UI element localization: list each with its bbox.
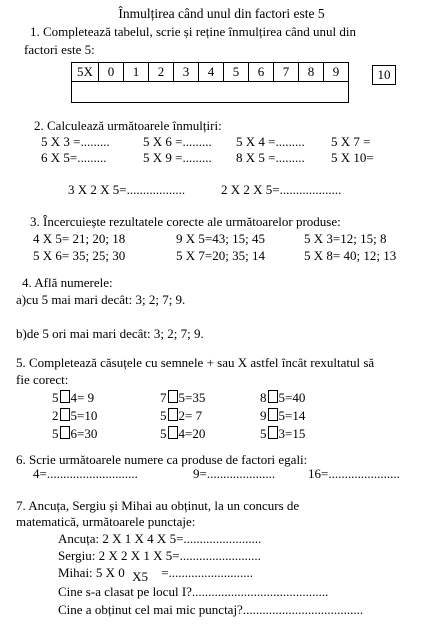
table-answer-cell[interactable] xyxy=(199,82,224,103)
table-answer-cell[interactable] xyxy=(124,82,149,103)
table-answer-cell[interactable] xyxy=(274,82,299,103)
exercise-item: 5 X 8= 40; 12; 13 xyxy=(304,248,397,263)
sign-equation: 5 3=15 xyxy=(260,426,306,441)
sign-equation: 5 2= 7 xyxy=(160,408,203,423)
table-header-cell: 1 xyxy=(124,63,149,82)
sign-equation: 5 4= 9 xyxy=(52,390,95,405)
table-answer-cell[interactable] xyxy=(72,82,99,103)
exercise-item: 2 X 2 X 5=................... xyxy=(221,182,342,197)
table-header-cell: 8 xyxy=(299,63,324,82)
sign-box[interactable] xyxy=(268,426,278,439)
sign-box[interactable] xyxy=(168,390,178,403)
sign-box[interactable] xyxy=(60,426,70,439)
ex7-sergiu: Sergiu: 2 X 2 X 1 X 5=......................... xyxy=(58,548,261,563)
table-header-cell: 6 xyxy=(249,63,274,82)
ex3-row xyxy=(0,248,443,263)
table-header-row xyxy=(72,63,349,82)
ex6-row xyxy=(0,466,443,481)
sign-box[interactable] xyxy=(268,390,278,403)
multiplication-table xyxy=(71,62,349,103)
sign-equation: 9 5=14 xyxy=(260,408,306,423)
ex2-row xyxy=(0,134,443,149)
ex7-question-1: Cine s-a clasat pe locul I?.......................................... xyxy=(58,584,329,599)
exercise-item: 4=............................ xyxy=(33,466,138,481)
sign-equation: 5 4=20 xyxy=(160,426,206,441)
exercise-item: 8 X 5 =......... xyxy=(236,150,305,165)
exercise-item: 9 X 5=43; 15; 45 xyxy=(176,231,265,246)
sign-equation: 2 5=10 xyxy=(52,408,98,423)
exercise-item: 4 X 5= 21; 20; 18 xyxy=(33,231,126,246)
table-answer-cell[interactable] xyxy=(149,82,174,103)
table-header-cell: 7 xyxy=(274,63,299,82)
table-header-cell: 5 xyxy=(224,63,249,82)
exercise-item: 5 X 9 =......... xyxy=(143,150,212,165)
exercise-item: 16=...................... xyxy=(308,466,400,481)
exercise-item: 3 X 2 X 5=.................. xyxy=(68,182,186,197)
table-header-cell: 2 xyxy=(149,63,174,82)
exercise-item: 5 X 7=20; 35; 14 xyxy=(176,248,265,263)
sign-equation: 5 6=30 xyxy=(52,426,98,441)
table-header-cell: 5X xyxy=(72,63,99,82)
table-answer-cell[interactable] xyxy=(174,82,199,103)
exercise-item: 6 X 5=......... xyxy=(41,150,107,165)
table-answer-cell[interactable] xyxy=(299,82,324,103)
ex3-row xyxy=(0,231,443,246)
table-answer-cell[interactable] xyxy=(224,82,249,103)
ex7-ancuta: Ancuța: 2 X 1 X 4 X 5=........................ xyxy=(58,531,262,546)
ex7-question-2: Cine a obținut cel mai mic punctaj?..................................... xyxy=(58,602,364,617)
ex2-row xyxy=(0,150,443,165)
ex2-heading: 2. Calculează următoarele înmulțiri: xyxy=(34,118,222,133)
sign-box[interactable] xyxy=(60,408,70,421)
exercise-item: 5 X 6= 35; 25; 30 xyxy=(33,248,126,263)
exercise-item: 5 X 3=12; 15; 8 xyxy=(304,231,387,246)
exercise-item: 5 X 3 =......... xyxy=(41,134,110,149)
table-answer-cell[interactable] xyxy=(324,82,349,103)
ex3-heading: 3. Încercuiește rezultatele corecte ale următoarelor produse: xyxy=(30,214,341,229)
table-header-cell: 0 xyxy=(99,63,124,82)
exercise-item: 5 X 4 =......... xyxy=(236,134,305,149)
sign-box[interactable] xyxy=(268,408,278,421)
ex1-instruction-line1: 1. Completează tabelul, scrie și reține înmulțirea când unul din xyxy=(30,24,356,39)
ex5-instruction-line1: 5. Completează căsuțele cu semnele + sau X astfel încât rexultatul să xyxy=(16,355,375,370)
ex4-part-b: b)de 5 ori mai mari decât: 3; 2; 7; 9. xyxy=(16,326,204,341)
ex6-heading: 6. Scrie următoarele numere ca produse de factori egali: xyxy=(16,452,308,467)
table-answer-cell[interactable] xyxy=(99,82,124,103)
table-extra-cell-10: 10 xyxy=(372,65,396,85)
ex2-row-extra xyxy=(0,182,443,197)
sign-box[interactable] xyxy=(168,408,178,421)
table-answer-row xyxy=(72,82,349,103)
exercise-item: 5 X 7 = xyxy=(331,134,371,149)
ex5-row xyxy=(0,426,443,441)
table-header-cell: 4 xyxy=(199,63,224,82)
ex1-instruction-line2: factori este 5: xyxy=(24,42,95,57)
table-answer-cell[interactable] xyxy=(249,82,274,103)
sign-box[interactable] xyxy=(168,426,178,439)
table-header-cell: 9 xyxy=(324,63,349,82)
ex7-instruction-line1: 7. Ancuța, Sergiu și Mihai au obținut, la un concurs de xyxy=(16,498,300,513)
sign-box[interactable] xyxy=(60,390,70,403)
exercise-item: 5 X 10= xyxy=(331,150,374,165)
ex4-part-a: a)cu 5 mai mari decât: 3; 2; 7; 9. xyxy=(16,292,186,307)
page-title: Înmulțirea când unul din factori este 5 xyxy=(118,6,325,21)
ex7-mihai: Mihai: 5 X 0 X5 =.......................... xyxy=(58,565,254,584)
ex7-instruction-line2: matematică, următoarele punctaje: xyxy=(16,514,196,529)
ex5-instruction-line2: fie corect: xyxy=(16,372,69,387)
exercise-item: 5 X 6 =......... xyxy=(143,134,212,149)
sign-equation: 7 5=35 xyxy=(160,390,206,405)
table-header-cell: 3 xyxy=(174,63,199,82)
sign-equation: 8 5=40 xyxy=(260,390,306,405)
exercise-item: 9=..................... xyxy=(193,466,276,481)
ex5-row xyxy=(0,390,443,405)
ex4-heading: 4. Află numerele: xyxy=(22,275,113,290)
ex5-row xyxy=(0,408,443,423)
